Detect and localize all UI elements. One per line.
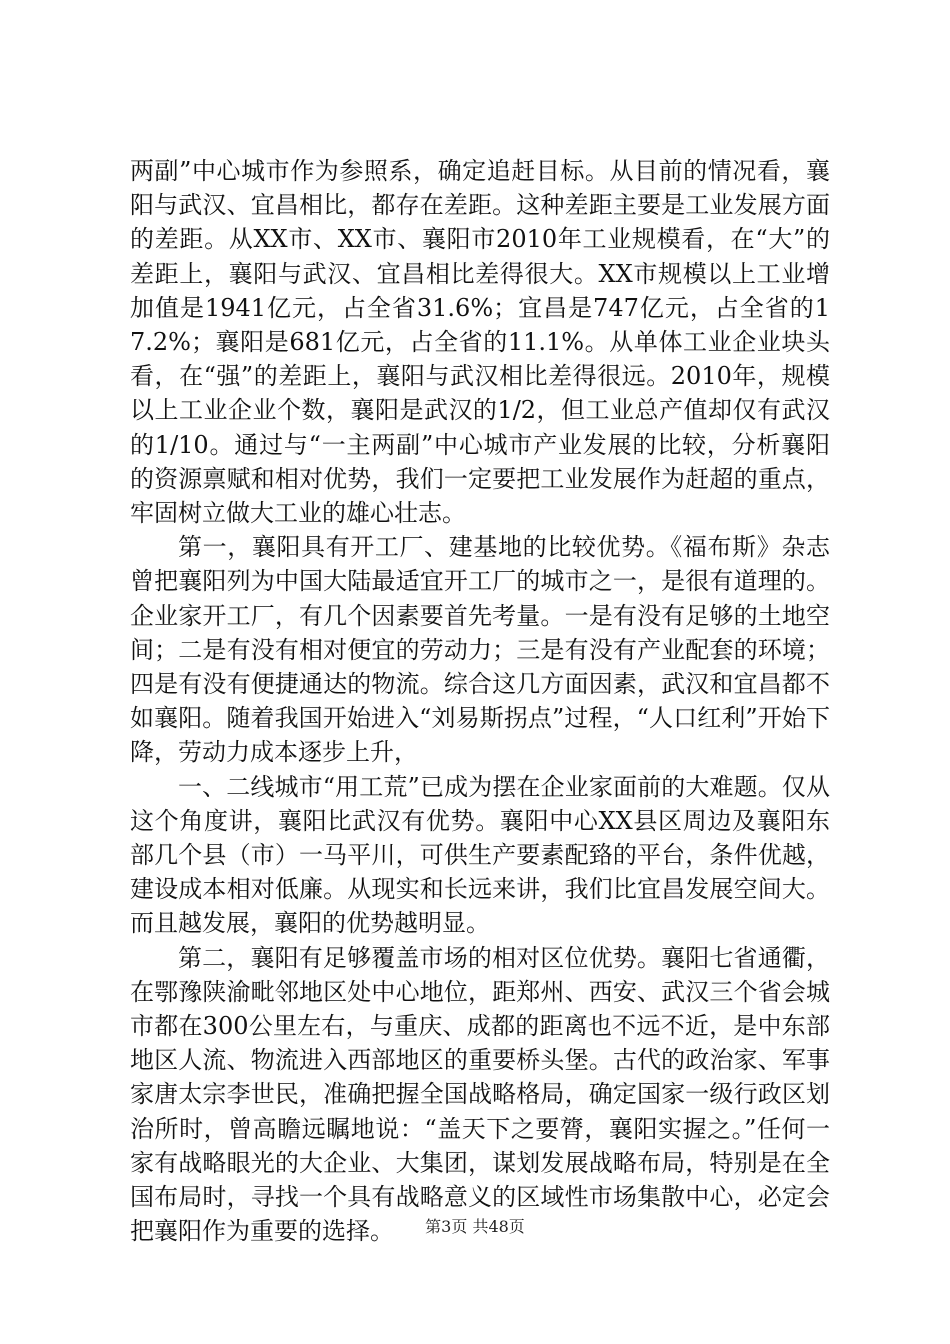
document-body bbox=[130, 154, 830, 1249]
paragraph-4: 第二，襄阳有足够覆盖市场的相对区位优势。襄阳七省通衢，在鄂豫陕渝毗邻地区处中心地位，距郑州、西安、武汉三个省会城市都在300公里左右，与重庆、成都的距离也不远不近，是中东部地区人流、物流进入西部地区的重要桥头堡。古代的政治家、军事家唐太宗李世民，准确把握全国战略格局，确定国家一级行政区划治所时，曾高瞻远瞩地说：“盖天下之要膂，襄阳实握之。”任何一家有战略眼光的大企业、大集团，谋划发展战略布局，特别是在全国布局时，寻找一个具有战略意义的区域性市场集散中心，必定会把襄阳作为重要的选择。 bbox=[130, 943, 830, 1246]
paragraph-2: 第一，襄阳具有开工厂、建基地的比较优势。《福布斯》杂志曾把襄阳列为中国大陆最适宜开工厂的城市之一，是很有道理的。企业家开工厂，有几个因素要首先考量。一是有没有足够的土地空间；二是有没有相对便宜的劳动力；三是有没有产业配套的环境；四是有没有便捷通达的物流。综合这几方面因素，武汉和宜昌都不如襄阳。随着我国开始进入“刘易斯拐点”过程，“人口红利”开始下降，劳动力成本逐步上升， bbox=[130, 533, 830, 767]
paragraph-3: 一、二线城市“用工荒”已成为摆在企业家面前的大难题。仅从这个角度讲，襄阳比武汉有优势。襄阳中心XX县区周边及襄阳东部几个县（市）一马平川，可供生产要素配臵的平台，条件优越，建设成本相对低廉。从现实和长远来讲，我们比宜昌发展空间大。而且越发展，襄阳的优势越明显。 bbox=[130, 772, 830, 938]
page-footer: 第3页 共48页 bbox=[425, 1217, 525, 1236]
paragraph-1: 两副”中心城市作为参照系，确定追赶目标。从目前的情况看，襄阳与武汉、宜昌相比，都存在差距。这种差距主要是工业发展方面的差距。从XX市、XX市、襄阳市2010年工业规模看，在“大”的差距上，襄阳与武汉、宜昌相比差得很大。XX市规模以上工业增加值是1941亿元，占全省31.6%；宜昌是747亿元，占全省的17.2%；襄阳是681亿元，占全省的11.1%。从单体工业企业块头看，在“强”的差距上，襄阳与武汉相比差得很远。2010年，规模以上工业企业个数，襄阳是武汉的1/2，但工业总产值却仅有武汉的1/10。通过与“一主两副”中心城市产业发展的比较，分析襄阳的资源禀赋和相对优势，我们一定要把工业发展作为赶超的重点，牢固树立做大工业的雄心壮志。 bbox=[130, 157, 830, 528]
